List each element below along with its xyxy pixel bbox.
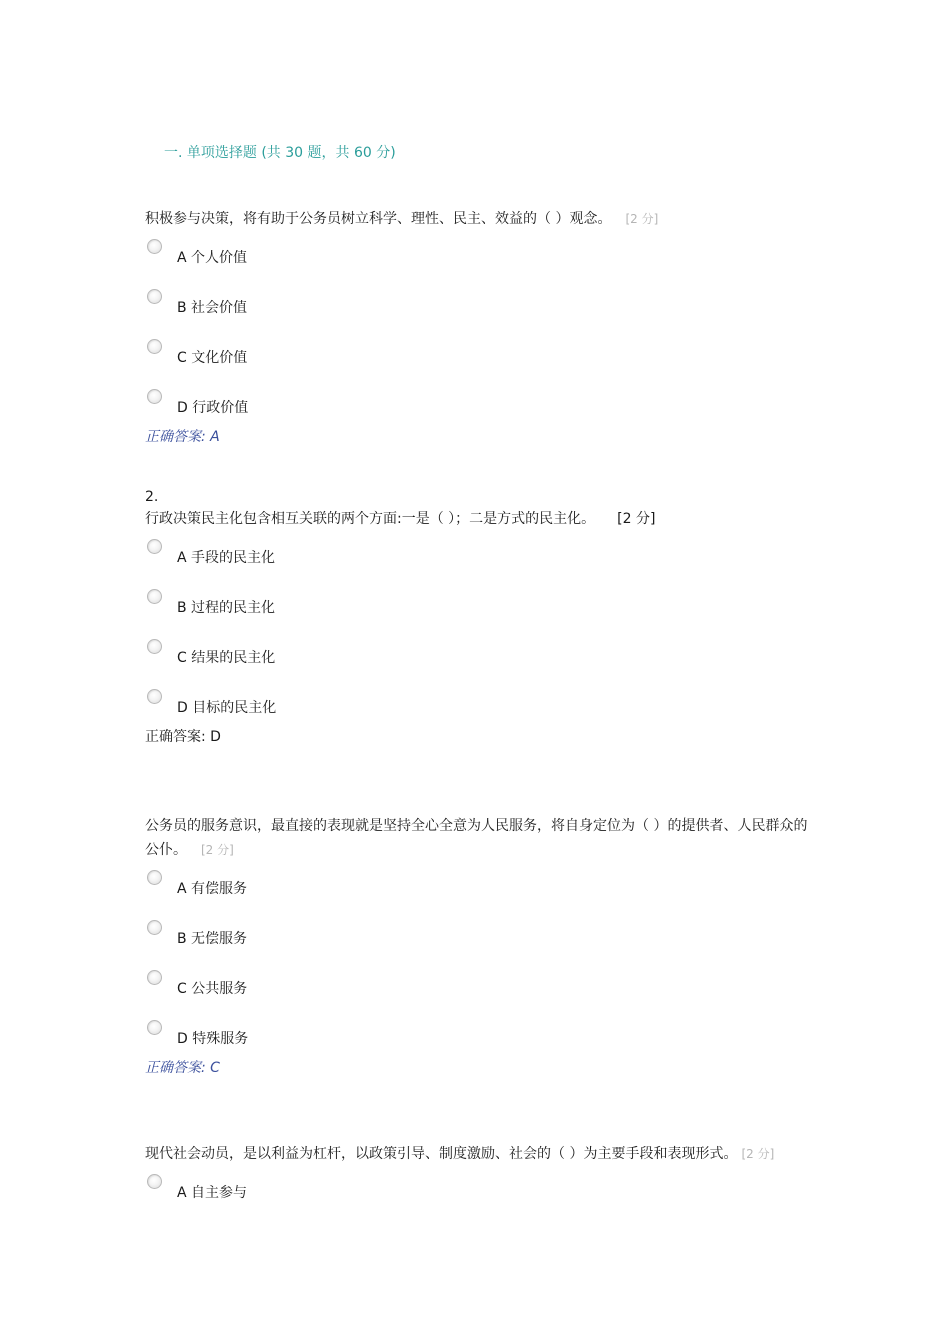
question-points: [2 分]	[625, 212, 659, 226]
option-label: D 行政价值	[177, 400, 249, 416]
option-d[interactable]	[145, 1014, 825, 1064]
radio-button[interactable]	[147, 639, 162, 654]
option-d[interactable]	[145, 683, 825, 733]
question-text: 现代社会动员，是以利益为杠杆，以政策引导、制度激励、社会的（ ）为主要手段和表现形式。 [2 分]	[145, 1146, 775, 1162]
radio-button[interactable]	[147, 539, 162, 554]
option-a[interactable]	[145, 233, 825, 283]
radio-button[interactable]	[147, 339, 162, 354]
correct-answer: 正确答案: C	[145, 1060, 220, 1076]
option-a[interactable]	[145, 864, 825, 914]
option-label: A 个人价值	[177, 250, 248, 266]
question-1	[145, 207, 825, 447]
radio-button[interactable]	[147, 970, 162, 985]
option-list	[145, 533, 825, 733]
option-a[interactable]	[145, 1168, 825, 1218]
option-label: C 文化价值	[177, 350, 248, 366]
radio-button[interactable]	[147, 289, 162, 304]
question-3	[145, 814, 825, 1078]
option-c[interactable]	[145, 333, 825, 383]
question-text: 行政决策民主化包含相互关联的两个方面:一是（ ）；二是方式的民主化。 [2 分]	[145, 511, 656, 527]
option-a[interactable]	[145, 533, 825, 583]
question-points: [2 分]	[617, 511, 656, 527]
radio-button[interactable]	[147, 239, 162, 254]
option-label: B 社会价值	[177, 300, 248, 316]
option-label: B 无偿服务	[177, 931, 248, 947]
section-title: 一. 单项选择题 (共 30 题，共 60 分)	[164, 145, 396, 161]
option-list	[145, 233, 825, 433]
question-points: [2 分]	[201, 843, 234, 857]
option-label: C 结果的民主化	[177, 650, 276, 666]
radio-button[interactable]	[147, 389, 162, 404]
option-label: D 目标的民主化	[177, 700, 277, 716]
correct-answer: 正确答案: D	[145, 729, 221, 745]
option-label: C 公共服务	[177, 981, 248, 997]
option-label: A 手段的民主化	[177, 550, 276, 566]
radio-button[interactable]	[147, 870, 162, 885]
question-text: 积极参与决策，将有助于公务员树立科学、理性、民主、效益的（ ）观念。 [2 分]	[145, 211, 659, 227]
option-label: A 有偿服务	[177, 881, 248, 897]
option-c[interactable]	[145, 633, 825, 683]
option-list	[145, 864, 825, 1064]
question-points: [2 分]	[741, 1147, 775, 1161]
correct-answer: 正确答案: A	[145, 429, 220, 445]
option-label: B 过程的民主化	[177, 600, 276, 616]
option-c[interactable]	[145, 964, 825, 1014]
radio-button[interactable]	[147, 589, 162, 604]
option-label: A 自主参与	[177, 1185, 248, 1201]
option-b[interactable]	[145, 583, 825, 633]
radio-button[interactable]	[147, 1020, 162, 1035]
question-2	[145, 487, 825, 747]
radio-button[interactable]	[147, 1174, 162, 1189]
question-number: 2.	[145, 489, 159, 505]
question-text: 公务员的服务意识，最直接的表现就是坚持全心全意为人民服务，将自身定位为（ ）的提供者、人民群众的公仆。 [2 分]	[145, 818, 808, 858]
option-label: D 特殊服务	[177, 1031, 249, 1047]
option-b[interactable]	[145, 283, 825, 333]
radio-button[interactable]	[147, 920, 162, 935]
option-d[interactable]	[145, 383, 825, 433]
question-4	[145, 1142, 825, 1218]
option-b[interactable]	[145, 914, 825, 964]
radio-button[interactable]	[147, 689, 162, 704]
option-list	[145, 1168, 825, 1218]
